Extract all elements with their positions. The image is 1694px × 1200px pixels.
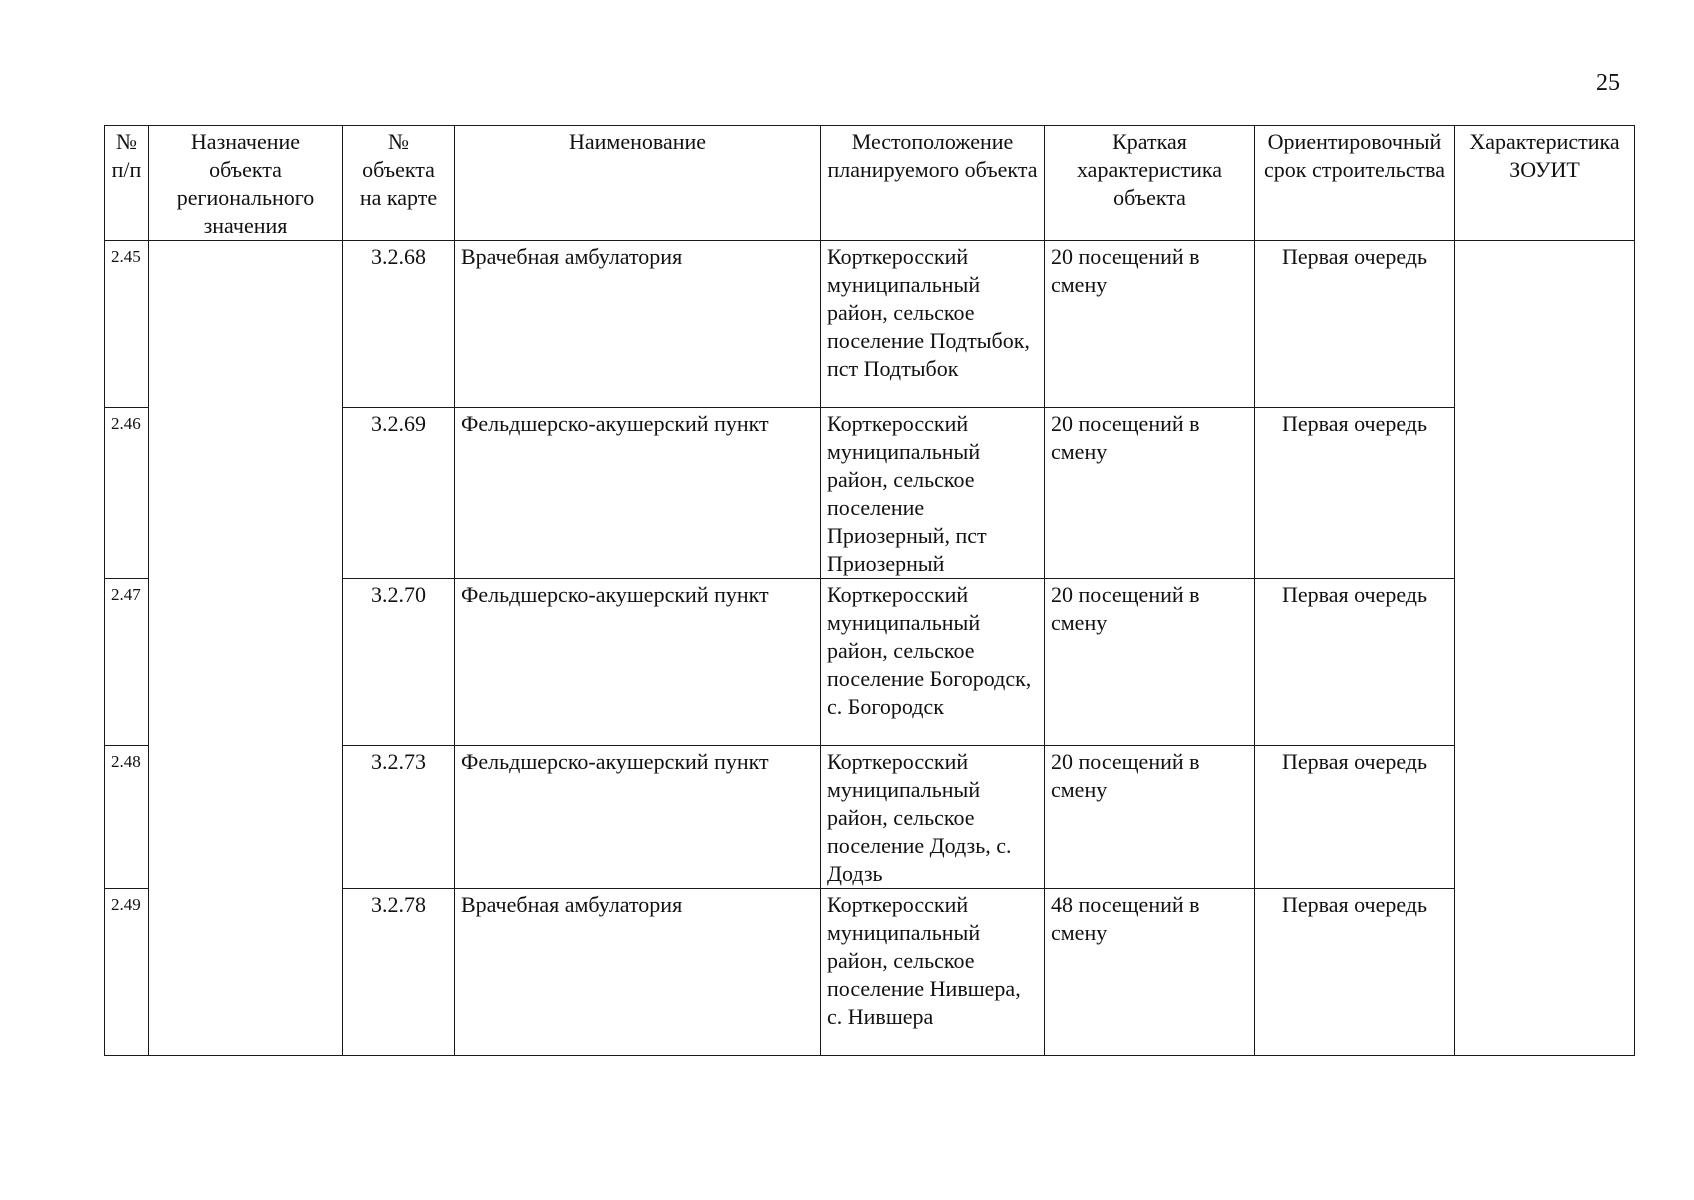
cell-brief: 20 посещений в смену <box>1045 408 1255 579</box>
header-purpose: Назначение объекта регионального значения <box>149 126 343 241</box>
cell-map-no: 3.2.68 <box>343 241 455 408</box>
page-number: 25 <box>1596 70 1620 96</box>
cell-brief: 20 посещений в смену <box>1045 241 1255 408</box>
cell-map-no: 3.2.69 <box>343 408 455 579</box>
header-zouit: Характеристика ЗОУИТ <box>1455 126 1635 241</box>
cell-map-no: 3.2.73 <box>343 746 455 889</box>
objects-table <box>104 125 1635 1056</box>
header-term: Ориентировочный срок строительства <box>1255 126 1455 241</box>
header-map-no: № объекта на карте <box>343 126 455 241</box>
cell-map-no: 3.2.78 <box>343 889 455 1056</box>
cell-term: Первая очередь <box>1255 241 1455 408</box>
cell-purpose <box>149 241 343 1056</box>
cell-num: 2.49 <box>105 889 149 1056</box>
cell-brief: 48 посещений в смену <box>1045 889 1255 1056</box>
cell-term: Первая очередь <box>1255 746 1455 889</box>
cell-zouit <box>1455 241 1635 1056</box>
cell-brief: 20 посещений в смену <box>1045 579 1255 746</box>
cell-location: Корткеросский муниципальный район, сельское поселение Подтыбок, пст Подтыбок <box>821 241 1045 408</box>
cell-location: Корткеросский муниципальный район, сельское поселение Нившера, с. Нившера <box>821 889 1045 1056</box>
cell-num: 2.45 <box>105 241 149 408</box>
cell-term: Первая очередь <box>1255 889 1455 1056</box>
cell-name: Фельдшерско-акушерский пункт <box>455 579 821 746</box>
cell-term: Первая очередь <box>1255 408 1455 579</box>
cell-name: Фельдшерско-акушерский пункт <box>455 408 821 579</box>
header-num: № п/п <box>105 126 149 241</box>
cell-location: Корткеросский муниципальный район, сельское поселение Додзь, с. Додзь <box>821 746 1045 889</box>
cell-location: Корткеросский муниципальный район, сельское поселение Приозерный, пст Приозерный <box>821 408 1045 579</box>
cell-name: Фельдшерско-акушерский пункт <box>455 746 821 889</box>
header-brief: Краткая характеристика объекта <box>1045 126 1255 241</box>
cell-name: Врачебная амбулатория <box>455 889 821 1056</box>
header-location: Местоположение планируемого объекта <box>821 126 1045 241</box>
header-name: Наименование <box>455 126 821 241</box>
cell-num: 2.47 <box>105 579 149 746</box>
cell-term: Первая очередь <box>1255 579 1455 746</box>
table-row <box>105 241 1635 408</box>
cell-map-no: 3.2.70 <box>343 579 455 746</box>
cell-brief: 20 посещений в смену <box>1045 746 1255 889</box>
cell-num: 2.46 <box>105 408 149 579</box>
cell-num: 2.48 <box>105 746 149 889</box>
cell-location: Корткеросский муниципальный район, сельское поселение Богородск, с. Богородск <box>821 579 1045 746</box>
cell-name: Врачебная амбулатория <box>455 241 821 408</box>
table-header-row <box>105 126 1635 241</box>
